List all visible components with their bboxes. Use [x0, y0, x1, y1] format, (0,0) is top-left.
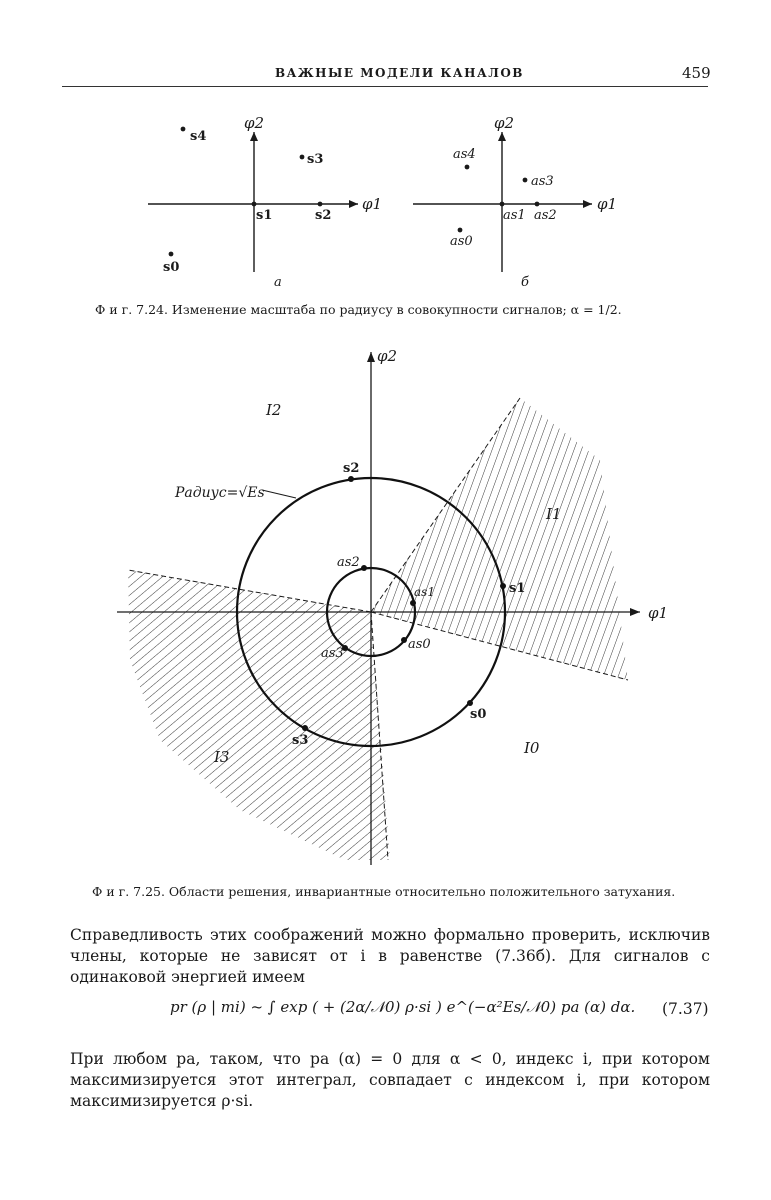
point-s2	[348, 476, 354, 482]
label-s1: s1	[509, 581, 526, 596]
label-as1: as1	[414, 585, 435, 599]
point-as2	[361, 565, 367, 571]
paragraph-2: При любом pa, таком, что pa (α) = 0 для α < 0, индекс i, при котором максимизируется этот интеграл, совпадает с индексом i, при котором максимизируется ρ·si.	[70, 1050, 710, 1110]
region-label-I2: I2	[266, 401, 282, 419]
radius-label: Радиус=√Es	[175, 485, 265, 501]
label-as3: as3	[321, 646, 344, 661]
paragraph-1: Справедливость этих соображений можно формально проверить, исключив члены, которые не зависят от i в равенстве (7.36б). Для сигналов с одинаковой энергией имеем	[70, 926, 710, 986]
equation-number: (7.37)	[662, 1000, 709, 1018]
label-as1: as1	[503, 208, 526, 223]
label-as4: as4	[453, 147, 476, 162]
label-s2: s2	[315, 208, 332, 223]
label-as0: as0	[450, 234, 473, 249]
label-as3: as3	[531, 174, 554, 189]
label-s3: s3	[292, 733, 309, 748]
point-as1	[410, 600, 416, 606]
figure-7-24-caption: Ф и г. 7.24. Изменение масштаба по радиусу в совокупности сигналов; α = 1/2.	[95, 302, 622, 317]
page-number: 459	[682, 64, 711, 82]
radius-leader-line	[262, 490, 296, 498]
figure-7-25-caption: Ф и г. 7.25. Области решения, инвариантные относительно положительного затухания.	[92, 884, 676, 899]
label-s4: s4	[190, 129, 207, 144]
axis-label-phi1: φ1	[648, 604, 669, 622]
region-I3-hatch	[128, 570, 390, 860]
label-s2: s2	[343, 461, 360, 476]
label-as0: as0	[408, 637, 431, 652]
panel-label-a: а	[274, 275, 282, 290]
region-label-I3: I3	[214, 748, 230, 766]
point-s3	[302, 725, 308, 731]
point-as0	[401, 637, 407, 643]
point-s0	[467, 700, 473, 706]
label-as2: as2	[534, 208, 557, 223]
region-label-I0: I0	[524, 739, 540, 757]
running-header: ВАЖНЫЕ МОДЕЛИ КАНАЛОВ	[275, 66, 524, 80]
label-s1: s1	[256, 208, 273, 223]
axis-label-phi2-a: φ2	[244, 114, 265, 132]
label-s3: s3	[307, 152, 324, 167]
point-s1	[500, 583, 506, 589]
label-s0: s0	[470, 707, 487, 722]
axis-label-phi2: φ2	[377, 347, 398, 365]
axis-label-phi1-a: φ1	[362, 195, 383, 213]
label-s0: s0	[163, 260, 180, 275]
equation-7-37: pr (ρ | mi) ~ ∫ exp ( + (2α/𝒩0) ρ·si ) e^(−α²Es/𝒩0) pa (α) dα.	[170, 998, 636, 1016]
panel-label-b: б	[521, 275, 529, 290]
label-as2: as2	[337, 555, 360, 570]
region-label-I1: I1	[546, 505, 562, 523]
axis-label-phi1-b: φ1	[597, 195, 618, 213]
axis-label-phi2-b: φ2	[494, 114, 515, 132]
